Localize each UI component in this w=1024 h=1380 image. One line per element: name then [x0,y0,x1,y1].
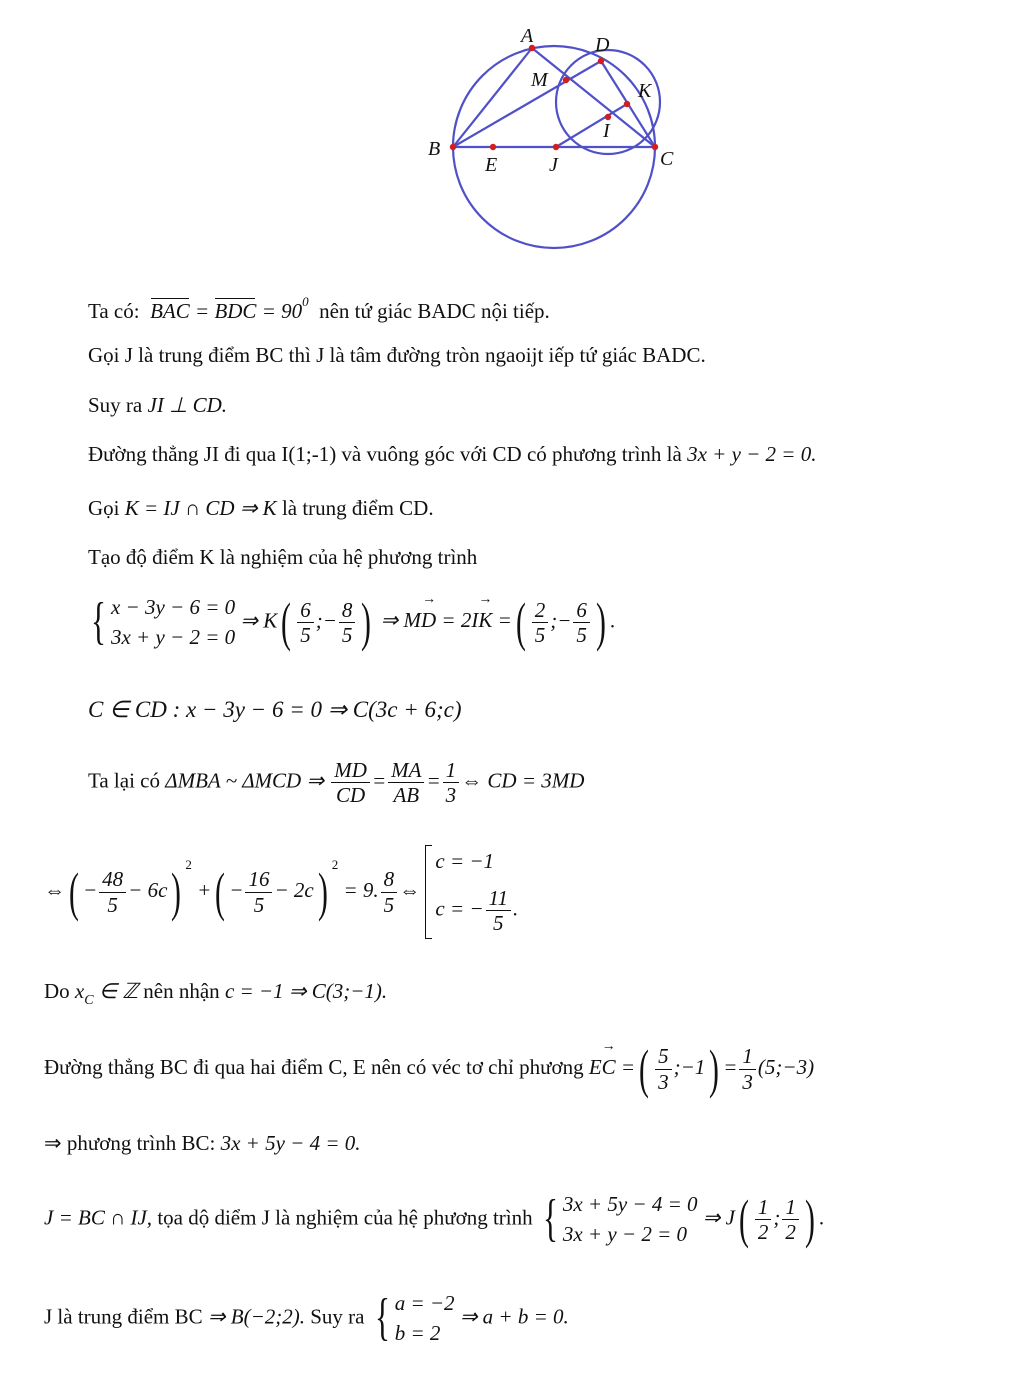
line-2: Gọi J là trung điểm BC thì J là tâm đường tròn ngaoijt iếp tứ giác BADC. [88,343,706,367]
label-I: I [603,120,610,142]
label-K: K [638,80,652,102]
line-4: Đường thẳng JI đi qua I(1;-1) và vuông góc với CD có phương trình là 3x + y − 2 = 0. [88,442,817,466]
line-15: J là trung điểm BC ⇒ B(−2;2). Suy ra { a = −2 b = 2 ⇒ a + b = 0. [44,1289,569,1347]
line-3: Suy ra JI ⊥ CD. [88,393,228,417]
segment-AC [532,48,655,147]
line-6: Tạo độ điểm K là nghiệm của hệ phương trình [88,545,478,569]
line-8: C ∈ CD : x − 3y − 6 = 0 ⇒ C(3c + 6;c) [88,697,462,722]
label-B: B [428,138,441,160]
label-J: J [549,154,558,176]
line-7: { x − 3y − 6 = 0 3x + y − 2 = 0 ⇒ K( $\frac{6}{5}$ ;− $\frac{8}{5}$ ) ⇒ MD → = 2IK → =( $\frac{2}{5}$ ;− $\frac{6}{5}$ ) . [86,592,615,653]
line-14: J = BC ∩ IJ, tọa dộ diểm J là nghiệm của hệ phương trình { 3x + 5y − 4 = 0 3x + y − 2 = 0 ⇒ J( $\frac{1}{2}$ ; $\frac{1}{2}$ ) . [44,1189,825,1250]
label-E: E [485,154,498,176]
line-12: Đường thẳng BC đi qua hai điểm C, E nên có véc tơ chỉ phương EC → =( $\frac{5}{3}$ ;−1) = $\frac{1}{3}$ (5;−3) [44,1042,814,1096]
line-13: ⇒ phương trình BC: 3x + 5y − 4 = 0. [44,1131,361,1155]
line-1: Ta có: BAC = BDC = $90^0$ nên tứ giác BADC nội tiếp. [88,294,550,323]
label-D: D [595,34,610,56]
label-C: C [660,148,674,170]
line-11: Do $x_C$ ∈ ℤ nên nhận c = −1 ⇒ C(3;−1). [44,979,388,1008]
angle-equation: BAC = BDC = $90^0$ [150,294,309,323]
label-M: M [531,69,548,91]
line-9: Ta lại có ΔMBA ~ ΔMCD ⇒ $\frac{MD}{CD}$ = $\frac{MA}{AB}$ = $\frac{1}{3}$ ⇔ CD = 3MD [88,758,585,808]
geometry-figure [0,0,1024,260]
line-10: ⇔( − $\frac{48}{5}$ − 6c) $^2$ +( − $\frac{16}{5}$ − 2c) $^2$ = 9. $\frac{8}{5}$ ⇔ c = −1 c = − $\frac{11}{5}$ . [44,845,518,939]
segment-JK [556,104,627,147]
label-A: A [521,25,534,47]
line-5: Gọi K = IJ ∩ CD ⇒ K là trung điểm CD. [88,496,434,520]
